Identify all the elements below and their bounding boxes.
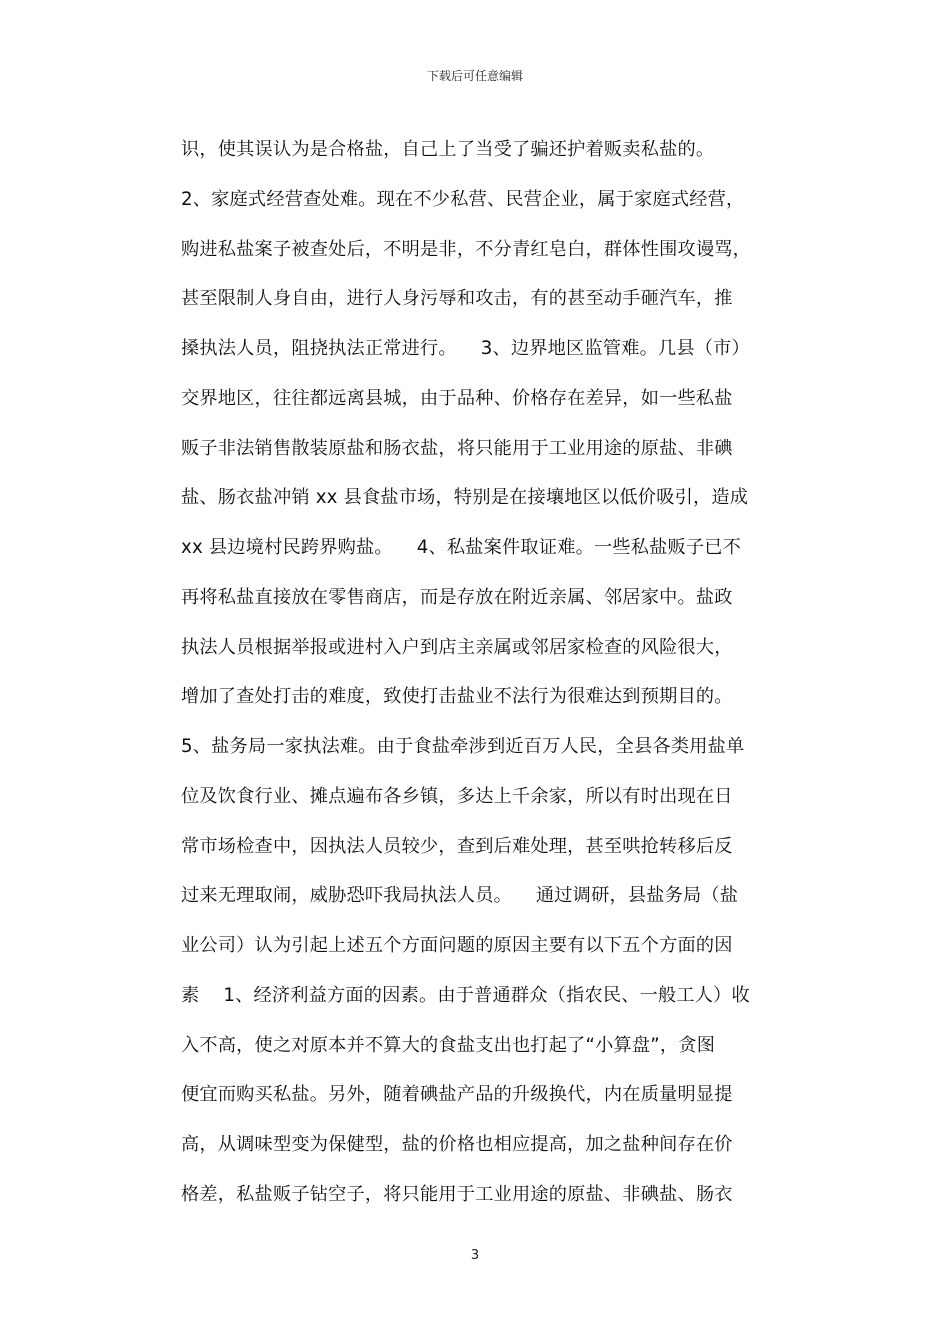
body-line: 业公司）认为引起上述五个方面问题的原因主要有以下五个方面的因 [181, 935, 733, 956]
body-line: 2、家庭式经营查处难。现在不少私营、民营企业，属于家庭式经营， [181, 188, 745, 210]
body-line: 位及饮食行业、摊点遍布各乡镇，多达上千余家，所以有时出现在日 [181, 785, 733, 807]
body-line: 增加了查处打击的难度，致使打击盐业不法行为很难达到预期目的。 [181, 686, 733, 708]
body-line: 常市场检查中，因执法人员较少，查到后难处理，甚至哄抢转移后反 [181, 835, 733, 857]
body-line: 入不高，使之对原本并不算大的食盐支出也打起了“小算盘”，贪图 [181, 1034, 716, 1056]
body-line: 贩子非法销售散装原盐和肠衣盐，将只能用于工业用途的原盐、非碘 [181, 437, 733, 459]
body-line: 甚至限制人身自由，进行人身污辱和攻击，有的甚至动手砸汽车，推 [181, 288, 733, 310]
document-body [181, 132, 781, 1227]
body-line: 执法人员根据举报或进村入户到店主亲属或邻居家检查的风险很大， [181, 636, 733, 658]
body-line: 搡执法人员，阻挠执法正常进行。 3、边界地区监管难。几县（市） [181, 338, 750, 359]
body-line: 交界地区，往往都远离县城，由于品种、价格存在差异，如一些私盐 [181, 387, 733, 409]
page-header: 下载后可任意编辑 [426, 69, 523, 83]
body-line: 便宜而购买私盐。另外，随着碘盐产品的升级换代，内在质量明显提 [181, 1084, 733, 1106]
body-line: 盐、肠衣盐冲销 xx 县食盐市场，特别是在接壤地区以低价吸引，造成 [181, 487, 749, 509]
body-line: 识，使其误认为是合格盐，自己上了当受了骗还护着贩卖私盐的。 [181, 139, 715, 160]
page-number: 3 [470, 1248, 480, 1263]
body-line: 过来无理取闹，威胁恐吓我局执法人员。 通过调研，县盐务局（盐 [181, 885, 739, 907]
body-line: 高，从调味型变为保健型，盐的价格也相应提高，加之盐种间存在价 [181, 1134, 733, 1155]
body-line: 购进私盐案子被查处后，不明是非，不分青红皂白，群体性围攻谩骂， [181, 238, 752, 260]
body-line: 格差，私盐贩子钻空子，将只能用于工业用途的原盐、非碘盐、肠衣 [181, 1183, 733, 1205]
body-line: 再将私盐直接放在零售商店，而是存放在附近亲属、邻居家中。盐政 [181, 586, 733, 608]
body-line: 5、盐务局一家执法难。由于食盐牵涉到近百万人民，全县各类用盐单 [181, 736, 745, 757]
body-line: 素 1、经济利益方面的因素。由于普通群众（指农民、一般工人）收 [181, 984, 750, 1006]
body-line: xx 县边境村民跨界购盐。 4、私盐案件取证难。一些私盐贩子已不 [181, 537, 742, 558]
